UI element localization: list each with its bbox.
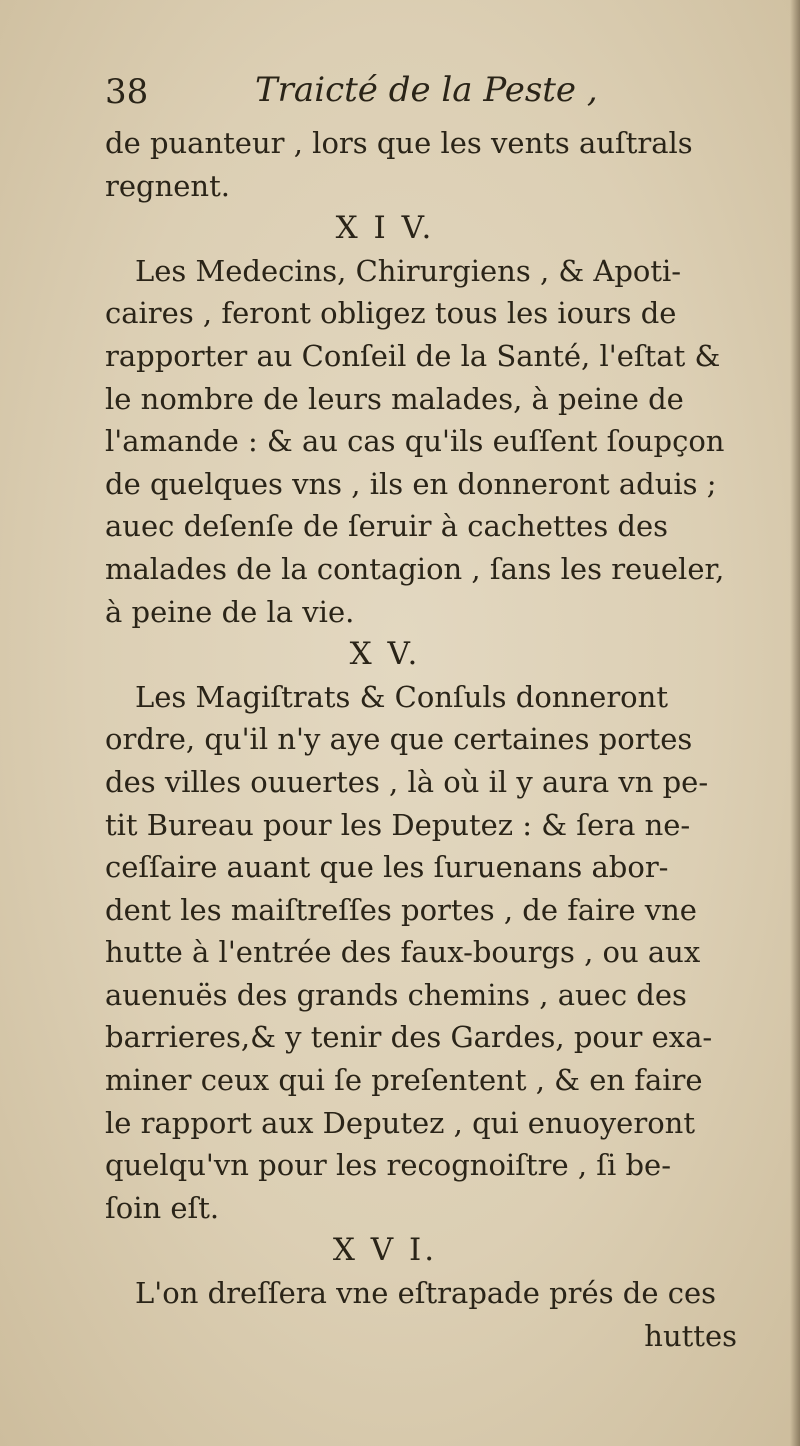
text-line: le rapport aux Deputez , qui enuoyeront	[105, 1105, 695, 1140]
text-line: de quelques vns , ils en donneront aduis ;	[105, 466, 717, 501]
page-text-block	[105, 70, 745, 1357]
text-line: ordre, qu'il n'y aye que certaines portes	[105, 722, 693, 757]
text-line: caires , feront obligez tous les iours de	[105, 296, 677, 331]
text-line: de puanteur , lors que les vents auſtrals	[105, 126, 693, 160]
section-number: X V I.	[332, 1232, 438, 1269]
text-line: auenuës des grands chemins , auec des	[105, 977, 687, 1012]
text-line: regnent.	[105, 168, 230, 203]
text-line: des villes ouuertes , là où il y aura vn pe-	[105, 764, 709, 799]
text-line: ceſſaire auant que les ſuruenans abor-	[105, 850, 669, 885]
text-line: hutte à l'entrée des faux-bourgs , ou aux	[105, 935, 701, 970]
section-number: X I V.	[335, 210, 435, 247]
page-header	[105, 70, 745, 122]
text-line: ſoin eſt.	[105, 1190, 220, 1225]
text-lines	[105, 122, 745, 1357]
text-line: tit Bureau pour les Deputez : & ſera ne-	[105, 807, 691, 842]
running-title: Traicté de la Peste ,	[255, 70, 598, 110]
text-line: auec deſenſe de ſeruir à cachettes des	[105, 509, 669, 544]
text-line: l'amande : & au cas qu'ils euſſent ſoupçon	[105, 424, 725, 459]
page-edge-shadow	[790, 0, 800, 1446]
section-number: X V.	[349, 636, 421, 673]
page-number: 38	[105, 72, 149, 112]
paragraph-first-line: Les Magiſtrats & Conſuls donneront	[135, 679, 668, 714]
text-line: malades de la contagion , ſans les reueler,	[105, 551, 725, 586]
text-line: le nombre de leurs malades, à peine de	[105, 381, 684, 416]
text-line: quelqu'vn pour les recognoiſtre , ſi be-	[105, 1148, 672, 1183]
paragraph-first-line: Les Medecins, Chirurgiens , & Apoti-	[135, 253, 682, 288]
text-line: miner ceux qui ſe preſentent , & en faire	[105, 1063, 703, 1098]
text-line: barrieres,& y tenir des Gardes, pour exa-	[105, 1020, 713, 1055]
text-line: à peine de la vie.	[105, 594, 355, 629]
text-line: dent les maiſtreſſes portes , de faire vne	[105, 892, 697, 927]
text-line: rapporter au Conſeil de la Santé, l'eſtat &	[105, 338, 721, 373]
paragraph-first-line: L'on dreſſera vne eſtrapade prés de ces	[135, 1276, 717, 1311]
catchword: huttes	[644, 1318, 737, 1353]
